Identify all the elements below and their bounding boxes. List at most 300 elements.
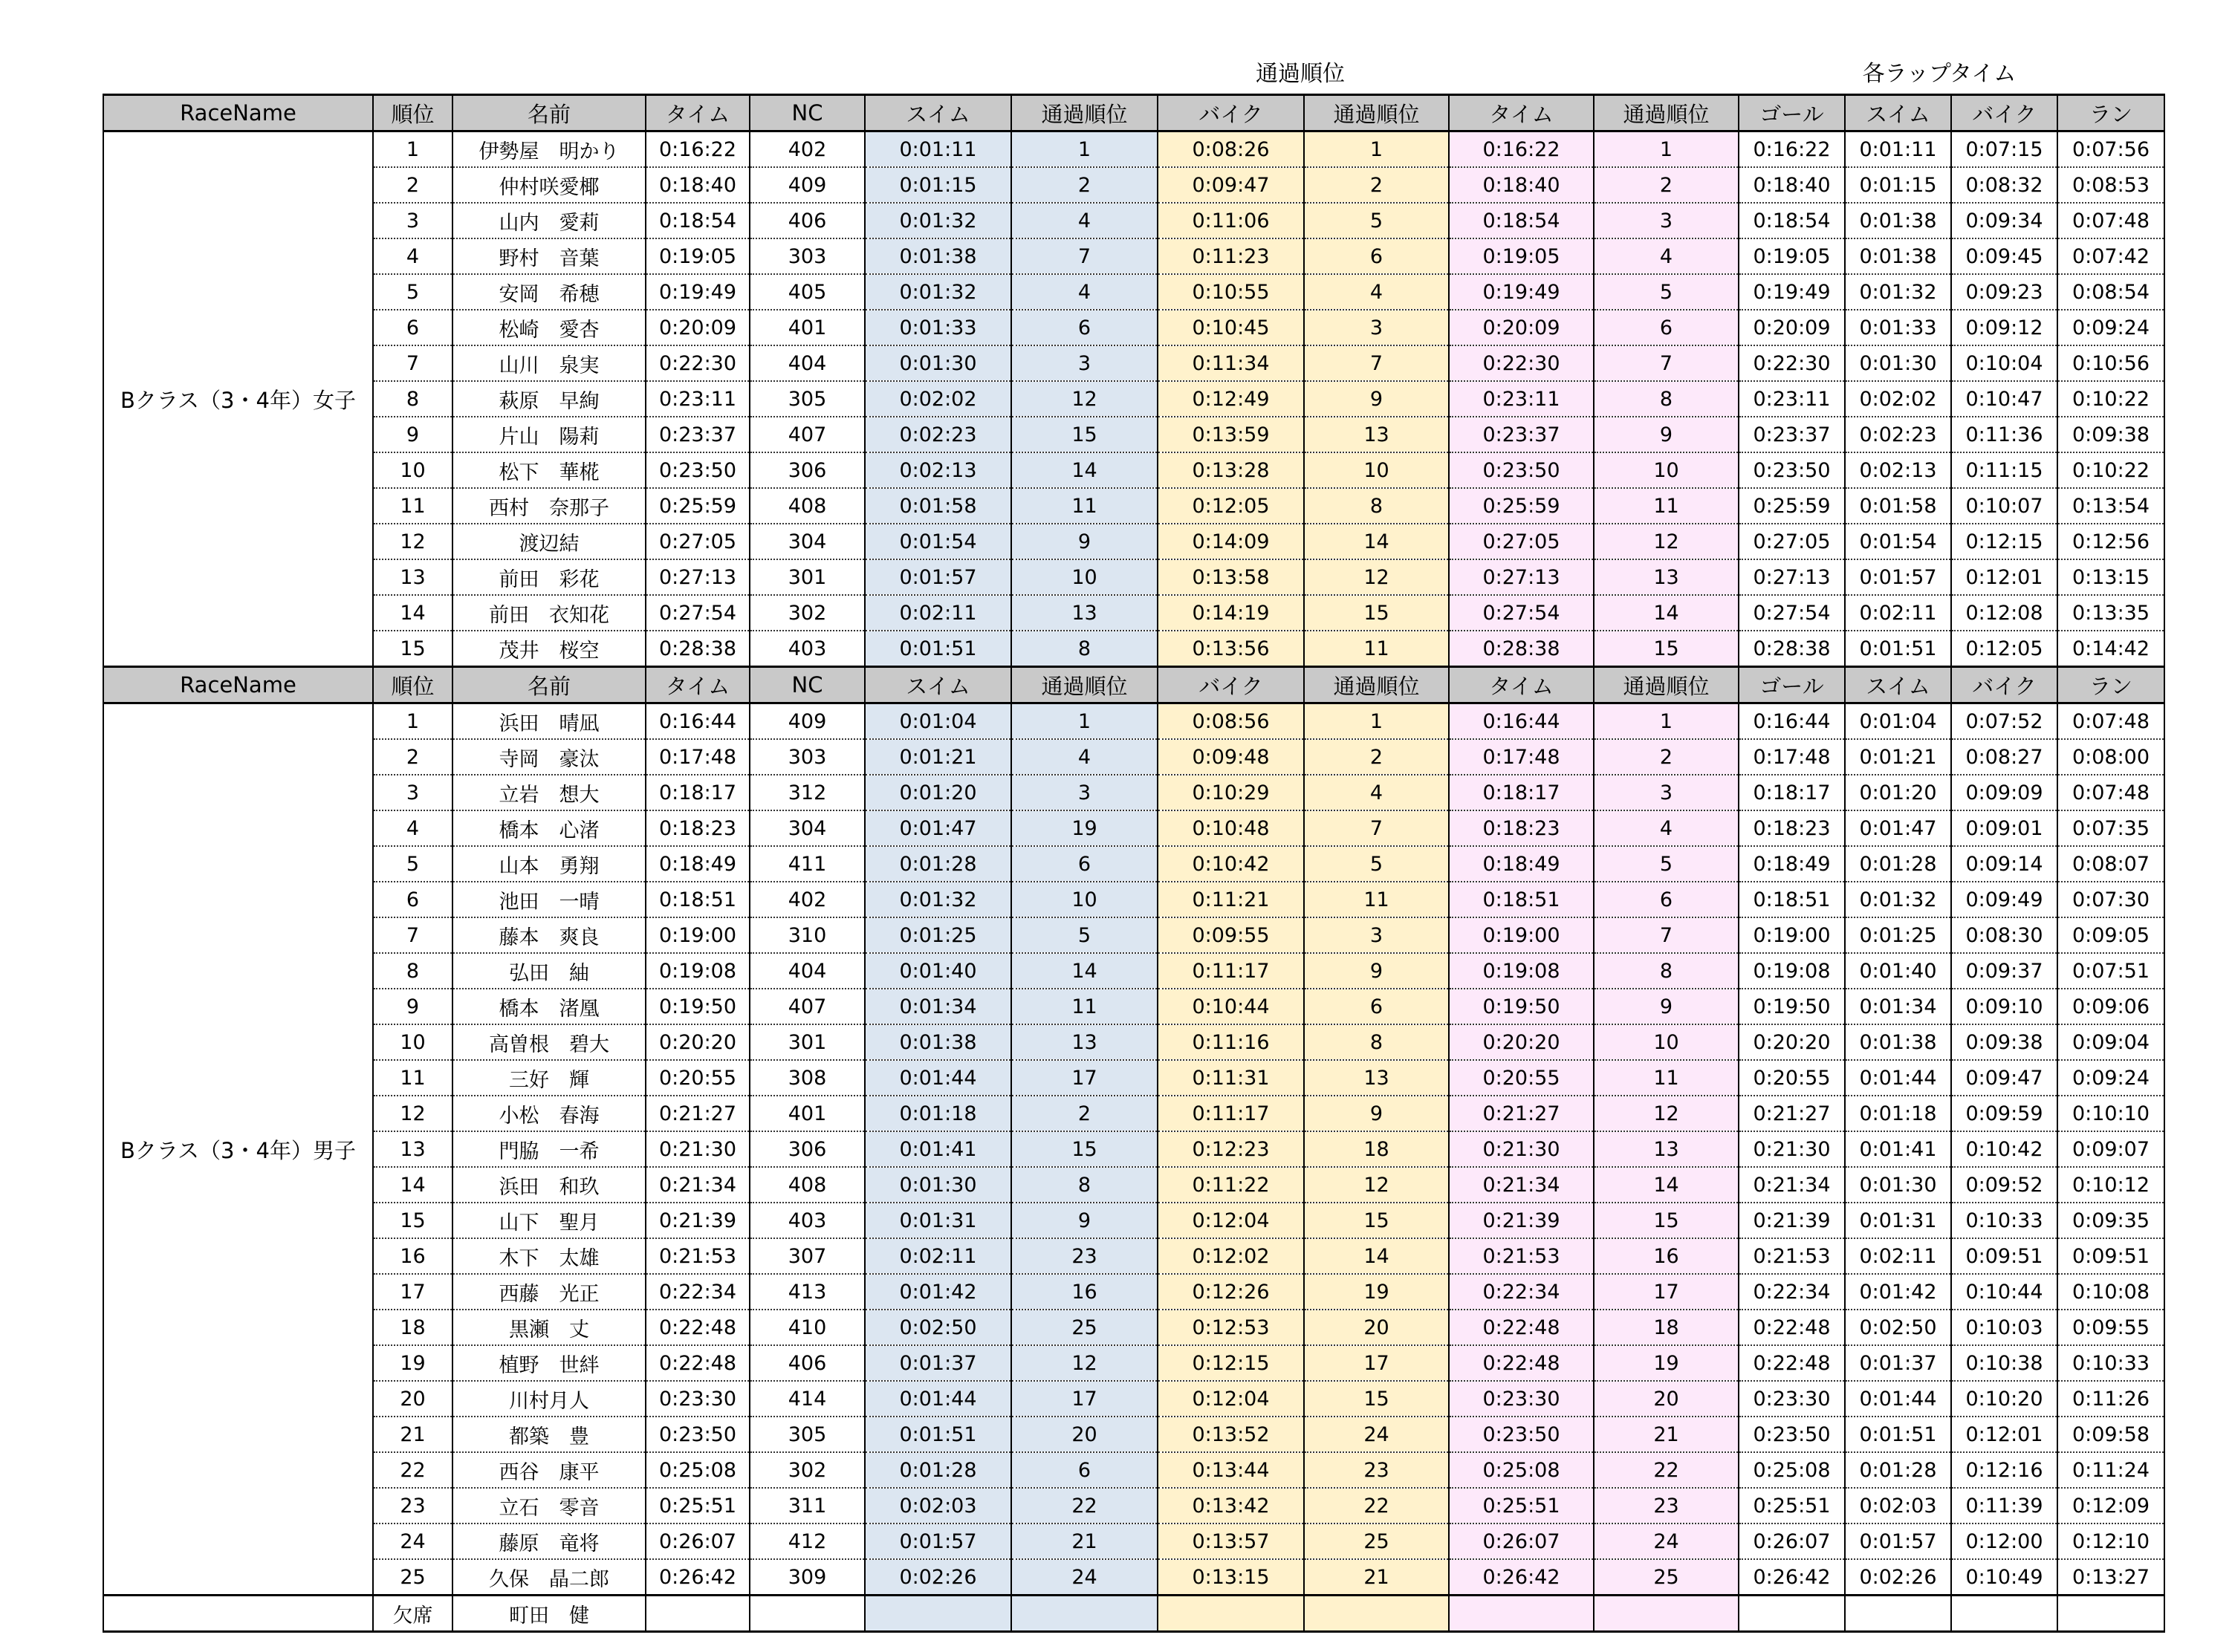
lap-bike-cell: 0:09:37	[1951, 953, 2057, 989]
lap-bike-cell: 0:09:49	[1951, 882, 2057, 917]
header-goal: ゴール	[1739, 667, 1845, 703]
table-row	[103, 524, 2164, 559]
name-cell: 野村 音葉	[452, 238, 646, 274]
rank-cell: 5	[373, 274, 452, 310]
name-cell: 三好 輝	[452, 1060, 646, 1096]
name-cell: 藤原 竜将	[452, 1523, 646, 1559]
swim-pass-order-cell: 4	[1011, 739, 1158, 775]
time-cell: 0:19:49	[646, 274, 750, 310]
bike-pass-order-cell: 15	[1304, 1203, 1449, 1238]
time-cell: 0:19:08	[646, 953, 750, 989]
total-pass-order-cell: 4	[1594, 810, 1739, 846]
lap-swim-cell: 0:01:44	[1845, 1060, 1951, 1096]
rank-cell: 10	[373, 452, 452, 488]
total-time-cell: 0:20:55	[1449, 1060, 1594, 1096]
rank-cell: 9	[373, 989, 452, 1024]
total-time-cell: 0:18:54	[1449, 203, 1594, 238]
swim-time-cell: 0:01:32	[865, 274, 1011, 310]
nc-cell: 307	[750, 1238, 865, 1274]
header-name: 名前	[452, 667, 646, 703]
lap-bike-cell: 0:07:15	[1951, 131, 2057, 168]
swim-pass-order-cell: 8	[1011, 1167, 1158, 1203]
bike-time-cell: 0:11:06	[1158, 203, 1304, 238]
goal-cell: 0:22:30	[1739, 345, 1845, 381]
header-bike: バイク	[1158, 95, 1304, 131]
lap-bike-cell: 0:12:01	[1951, 559, 2057, 595]
rank-cell: 2	[373, 167, 452, 203]
time-cell: 0:19:50	[646, 989, 750, 1024]
goal-cell: 0:20:20	[1739, 1024, 1845, 1060]
lap-run-cell: 0:07:42	[2057, 238, 2164, 274]
total-time-cell: 0:27:13	[1449, 559, 1594, 595]
absent-empty-cell	[1304, 1596, 1449, 1632]
time-cell: 0:28:38	[646, 631, 750, 667]
time-cell: 0:27:13	[646, 559, 750, 595]
total-time-cell: 0:22:48	[1449, 1345, 1594, 1381]
bike-pass-order-cell: 7	[1304, 345, 1449, 381]
lap-bike-cell: 0:09:12	[1951, 310, 2057, 345]
total-time-cell: 0:25:08	[1449, 1452, 1594, 1488]
bike-time-cell: 0:11:22	[1158, 1167, 1304, 1203]
table-row	[103, 846, 2164, 882]
absent-empty-cell	[2057, 1596, 2164, 1632]
table-row	[103, 953, 2164, 989]
lap-bike-cell: 0:10:44	[1951, 1274, 2057, 1310]
lap-run-cell: 0:09:24	[2057, 1060, 2164, 1096]
swim-pass-order-cell: 11	[1011, 989, 1158, 1024]
time-cell: 0:18:40	[646, 167, 750, 203]
bike-pass-order-cell: 8	[1304, 1024, 1449, 1060]
total-pass-order-cell: 10	[1594, 1024, 1739, 1060]
goal-cell: 0:21:27	[1739, 1096, 1845, 1131]
header-total-pass-order: 通過順位	[1594, 95, 1739, 131]
lap-bike-cell: 0:09:34	[1951, 203, 2057, 238]
swim-pass-order-cell: 21	[1011, 1523, 1158, 1559]
nc-cell: 306	[750, 1131, 865, 1167]
total-pass-order-cell: 9	[1594, 417, 1739, 452]
goal-cell: 0:20:55	[1739, 1060, 1845, 1096]
goal-cell: 0:16:22	[1739, 131, 1845, 168]
bike-pass-order-cell: 2	[1304, 739, 1449, 775]
goal-cell: 0:23:11	[1739, 381, 1845, 417]
lap-bike-cell: 0:10:49	[1951, 1559, 2057, 1596]
rank-cell: 1	[373, 703, 452, 740]
lap-bike-cell: 0:10:38	[1951, 1345, 2057, 1381]
nc-cell: 403	[750, 1203, 865, 1238]
lap-run-cell: 0:13:35	[2057, 595, 2164, 631]
table-row	[103, 631, 2164, 667]
time-cell: 0:25:59	[646, 488, 750, 524]
bike-pass-order-cell: 13	[1304, 417, 1449, 452]
rank-cell: 7	[373, 917, 452, 953]
bike-time-cell: 0:12:26	[1158, 1274, 1304, 1310]
time-cell: 0:21:27	[646, 1096, 750, 1131]
header-swim-pass-order: 通過順位	[1011, 95, 1158, 131]
time-cell: 0:17:48	[646, 739, 750, 775]
rank-cell: 25	[373, 1559, 452, 1596]
swim-time-cell: 0:01:21	[865, 739, 1011, 775]
nc-cell: 408	[750, 1167, 865, 1203]
lap-run-cell: 0:07:48	[2057, 203, 2164, 238]
total-pass-order-cell: 15	[1594, 1203, 1739, 1238]
swim-pass-order-cell: 4	[1011, 274, 1158, 310]
time-cell: 0:20:20	[646, 1024, 750, 1060]
bike-time-cell: 0:08:56	[1158, 703, 1304, 740]
goal-cell: 0:26:42	[1739, 1559, 1845, 1596]
goal-cell: 0:16:44	[1739, 703, 1845, 740]
table-row	[103, 989, 2164, 1024]
time-cell: 0:21:39	[646, 1203, 750, 1238]
swim-time-cell: 0:02:50	[865, 1310, 1011, 1345]
table-row	[103, 1131, 2164, 1167]
rank-cell: 18	[373, 1310, 452, 1345]
absent-empty-cell	[1449, 1596, 1594, 1632]
goal-cell: 0:17:48	[1739, 739, 1845, 775]
rank-cell: 14	[373, 595, 452, 631]
time-cell: 0:16:44	[646, 703, 750, 740]
lap-swim-cell: 0:01:30	[1845, 345, 1951, 381]
bike-pass-order-cell: 22	[1304, 1488, 1449, 1523]
swim-pass-order-cell: 1	[1011, 703, 1158, 740]
swim-pass-order-cell: 8	[1011, 631, 1158, 667]
nc-cell: 403	[750, 631, 865, 667]
name-cell: 植野 世絆	[452, 1345, 646, 1381]
total-pass-order-cell: 21	[1594, 1417, 1739, 1452]
total-pass-order-cell: 12	[1594, 524, 1739, 559]
lap-run-cell: 0:13:54	[2057, 488, 2164, 524]
lap-bike-cell: 0:10:47	[1951, 381, 2057, 417]
total-pass-order-cell: 3	[1594, 775, 1739, 810]
total-time-cell: 0:21:27	[1449, 1096, 1594, 1131]
total-pass-order-cell: 4	[1594, 238, 1739, 274]
lap-swim-cell: 0:01:42	[1845, 1274, 1951, 1310]
goal-cell: 0:18:51	[1739, 882, 1845, 917]
lap-swim-cell: 0:01:28	[1845, 1452, 1951, 1488]
nc-cell: 407	[750, 989, 865, 1024]
header-goal: ゴール	[1739, 95, 1845, 131]
lap-run-cell: 0:13:27	[2057, 1559, 2164, 1596]
name-cell: 立石 零音	[452, 1488, 646, 1523]
lap-swim-cell: 0:01:58	[1845, 488, 1951, 524]
header-swim: スイム	[865, 667, 1011, 703]
total-time-cell: 0:23:50	[1449, 452, 1594, 488]
table-row	[103, 310, 2164, 345]
total-time-cell: 0:23:30	[1449, 1381, 1594, 1417]
absent-empty-cell	[865, 1596, 1011, 1632]
time-cell: 0:19:00	[646, 917, 750, 953]
time-cell: 0:23:50	[646, 452, 750, 488]
bike-pass-order-cell: 6	[1304, 238, 1449, 274]
bike-time-cell: 0:10:29	[1158, 775, 1304, 810]
lap-bike-cell: 0:11:39	[1951, 1488, 2057, 1523]
bike-pass-order-cell: 3	[1304, 917, 1449, 953]
swim-pass-order-cell: 12	[1011, 1345, 1158, 1381]
lap-bike-cell: 0:09:14	[1951, 846, 2057, 882]
lap-run-cell: 0:10:22	[2057, 452, 2164, 488]
bike-pass-order-cell: 12	[1304, 1167, 1449, 1203]
bike-time-cell: 0:09:47	[1158, 167, 1304, 203]
bike-time-cell: 0:13:28	[1158, 452, 1304, 488]
header-time: タイム	[646, 95, 750, 131]
time-cell: 0:26:07	[646, 1523, 750, 1559]
swim-pass-order-cell: 20	[1011, 1417, 1158, 1452]
table-row	[103, 488, 2164, 524]
table-row	[103, 1203, 2164, 1238]
time-cell: 0:18:23	[646, 810, 750, 846]
swim-pass-order-cell: 13	[1011, 1024, 1158, 1060]
total-pass-order-cell: 6	[1594, 882, 1739, 917]
lap-bike-cell: 0:12:16	[1951, 1452, 2057, 1488]
rank-cell: 3	[373, 775, 452, 810]
bike-time-cell: 0:11:17	[1158, 953, 1304, 989]
swim-pass-order-cell: 22	[1011, 1488, 1158, 1523]
total-time-cell: 0:23:11	[1449, 381, 1594, 417]
bike-time-cell: 0:13:52	[1158, 1417, 1304, 1452]
swim-pass-order-cell: 10	[1011, 559, 1158, 595]
nc-cell: 405	[750, 274, 865, 310]
lap-bike-cell: 0:09:51	[1951, 1238, 2057, 1274]
swim-pass-order-cell: 3	[1011, 345, 1158, 381]
lap-bike-cell: 0:09:09	[1951, 775, 2057, 810]
bike-pass-order-cell: 9	[1304, 1096, 1449, 1131]
rank-cell: 8	[373, 381, 452, 417]
rank-cell: 16	[373, 1238, 452, 1274]
lap-swim-cell: 0:02:50	[1845, 1310, 1951, 1345]
swim-time-cell: 0:01:38	[865, 1024, 1011, 1060]
total-time-cell: 0:19:50	[1449, 989, 1594, 1024]
lap-swim-cell: 0:01:51	[1845, 1417, 1951, 1452]
total-time-cell: 0:18:49	[1449, 846, 1594, 882]
time-cell: 0:18:51	[646, 882, 750, 917]
lap-swim-cell: 0:01:38	[1845, 238, 1951, 274]
lap-run-cell: 0:09:24	[2057, 310, 2164, 345]
lap-swim-cell: 0:02:11	[1845, 595, 1951, 631]
lap-swim-cell: 0:01:15	[1845, 167, 1951, 203]
total-pass-order-cell: 5	[1594, 274, 1739, 310]
time-cell: 0:25:08	[646, 1452, 750, 1488]
goal-cell: 0:18:49	[1739, 846, 1845, 882]
total-pass-order-cell: 7	[1594, 345, 1739, 381]
header-bike-pass-order: 通過順位	[1304, 95, 1449, 131]
lap-bike-cell: 0:08:27	[1951, 739, 2057, 775]
lap-swim-cell: 0:02:03	[1845, 1488, 1951, 1523]
time-cell: 0:20:55	[646, 1060, 750, 1096]
total-pass-order-cell: 14	[1594, 1167, 1739, 1203]
name-cell: 都築 豊	[452, 1417, 646, 1452]
name-cell: 高曽根 碧大	[452, 1024, 646, 1060]
bike-time-cell: 0:09:55	[1158, 917, 1304, 953]
nc-cell: 409	[750, 167, 865, 203]
nc-cell: 303	[750, 739, 865, 775]
name-cell: 安岡 希穂	[452, 274, 646, 310]
time-cell: 0:23:11	[646, 381, 750, 417]
lap-run-cell: 0:09:07	[2057, 1131, 2164, 1167]
name-cell: 茂井 桜空	[452, 631, 646, 667]
swim-pass-order-cell: 6	[1011, 846, 1158, 882]
bike-time-cell: 0:12:02	[1158, 1238, 1304, 1274]
time-cell: 0:18:49	[646, 846, 750, 882]
lap-swim-cell: 0:01:57	[1845, 1523, 1951, 1559]
total-time-cell: 0:26:42	[1449, 1559, 1594, 1596]
lap-bike-cell: 0:07:52	[1951, 703, 2057, 740]
rank-cell: 10	[373, 1024, 452, 1060]
table-row	[103, 1381, 2164, 1417]
bike-pass-order-cell: 3	[1304, 310, 1449, 345]
lap-run-cell: 0:09:06	[2057, 989, 2164, 1024]
bike-time-cell: 0:13:15	[1158, 1559, 1304, 1596]
swim-time-cell: 0:01:28	[865, 846, 1011, 882]
bike-time-cell: 0:11:21	[1158, 882, 1304, 917]
header-bike: バイク	[1158, 667, 1304, 703]
header-bike-pass-order: 通過順位	[1304, 667, 1449, 703]
name-cell: 松崎 愛杏	[452, 310, 646, 345]
time-cell: 0:26:42	[646, 1559, 750, 1596]
absent-name-cell: 町田 健	[452, 1596, 646, 1632]
bike-time-cell: 0:12:04	[1158, 1381, 1304, 1417]
swim-time-cell: 0:01:44	[865, 1381, 1011, 1417]
bike-time-cell: 0:12:23	[1158, 1131, 1304, 1167]
lap-bike-cell: 0:09:59	[1951, 1096, 2057, 1131]
rank-cell: 22	[373, 1452, 452, 1488]
lap-run-cell: 0:12:10	[2057, 1523, 2164, 1559]
name-cell: 木下 太雄	[452, 1238, 646, 1274]
absent-empty-cell	[1158, 1596, 1304, 1632]
race-name-cell: Bクラス（3・4年）女子	[103, 131, 373, 667]
goal-cell: 0:22:48	[1739, 1310, 1845, 1345]
lap-swim-cell: 0:01:33	[1845, 310, 1951, 345]
bike-time-cell: 0:10:48	[1158, 810, 1304, 846]
total-time-cell: 0:19:08	[1449, 953, 1594, 989]
swim-pass-order-cell: 19	[1011, 810, 1158, 846]
lap-run-cell: 0:10:10	[2057, 1096, 2164, 1131]
time-cell: 0:18:17	[646, 775, 750, 810]
total-time-cell: 0:28:38	[1449, 631, 1594, 667]
nc-cell: 302	[750, 1452, 865, 1488]
rank-cell: 17	[373, 1274, 452, 1310]
swim-time-cell: 0:01:51	[865, 1417, 1011, 1452]
swim-time-cell: 0:01:41	[865, 1131, 1011, 1167]
total-time-cell: 0:19:00	[1449, 917, 1594, 953]
lap-run-cell: 0:12:09	[2057, 1488, 2164, 1523]
total-pass-order-cell: 9	[1594, 989, 1739, 1024]
lap-swim-cell: 0:02:23	[1845, 417, 1951, 452]
table-row	[103, 595, 2164, 631]
goal-cell: 0:27:13	[1739, 559, 1845, 595]
header-row	[103, 667, 2164, 703]
bike-pass-order-cell: 13	[1304, 1060, 1449, 1096]
name-cell: 藤本 爽良	[452, 917, 646, 953]
lap-time-group-label: 各ラップタイム	[1862, 61, 2017, 87]
bike-pass-order-cell: 5	[1304, 203, 1449, 238]
bike-time-cell: 0:12:53	[1158, 1310, 1304, 1345]
swim-time-cell: 0:01:18	[865, 1096, 1011, 1131]
rank-cell: 7	[373, 345, 452, 381]
bike-time-cell: 0:10:42	[1158, 846, 1304, 882]
lap-run-cell: 0:09:35	[2057, 1203, 2164, 1238]
swim-pass-order-cell: 14	[1011, 953, 1158, 989]
absent-empty-cell	[646, 1596, 750, 1632]
swim-time-cell: 0:02:03	[865, 1488, 1011, 1523]
total-pass-order-cell: 2	[1594, 167, 1739, 203]
name-cell: 山本 勇翔	[452, 846, 646, 882]
bike-time-cell: 0:13:59	[1158, 417, 1304, 452]
nc-cell: 409	[750, 703, 865, 740]
header-lap-bike: バイク	[1951, 95, 2057, 131]
goal-cell: 0:28:38	[1739, 631, 1845, 667]
swim-pass-order-cell: 4	[1011, 203, 1158, 238]
nc-cell: 309	[750, 1559, 865, 1596]
table-row	[103, 1060, 2164, 1096]
lap-bike-cell: 0:09:23	[1951, 274, 2057, 310]
lap-run-cell: 0:09:38	[2057, 417, 2164, 452]
name-cell: 松下 華椛	[452, 452, 646, 488]
total-time-cell: 0:19:49	[1449, 274, 1594, 310]
rank-cell: 21	[373, 1417, 452, 1452]
header-name: 名前	[452, 95, 646, 131]
bike-pass-order-cell: 25	[1304, 1523, 1449, 1559]
header-row	[103, 95, 2164, 131]
swim-pass-order-cell: 2	[1011, 167, 1158, 203]
nc-cell: 304	[750, 810, 865, 846]
goal-cell: 0:18:17	[1739, 775, 1845, 810]
lap-bike-cell: 0:09:10	[1951, 989, 2057, 1024]
table-row	[103, 345, 2164, 381]
nc-cell: 408	[750, 488, 865, 524]
table-row	[103, 1024, 2164, 1060]
table-row	[103, 775, 2164, 810]
table-row	[103, 559, 2164, 595]
total-time-cell: 0:22:48	[1449, 1310, 1594, 1345]
swim-pass-order-cell: 3	[1011, 775, 1158, 810]
lap-swim-cell: 0:02:02	[1845, 381, 1951, 417]
name-cell: 山内 愛莉	[452, 203, 646, 238]
nc-cell: 402	[750, 882, 865, 917]
time-cell: 0:23:37	[646, 417, 750, 452]
swim-time-cell: 0:01:34	[865, 989, 1011, 1024]
lap-bike-cell: 0:09:01	[1951, 810, 2057, 846]
swim-pass-order-cell: 25	[1011, 1310, 1158, 1345]
table-row	[103, 739, 2164, 775]
bike-pass-order-cell: 18	[1304, 1131, 1449, 1167]
goal-cell: 0:21:34	[1739, 1167, 1845, 1203]
goal-cell: 0:25:59	[1739, 488, 1845, 524]
name-cell: 渡辺結	[452, 524, 646, 559]
rank-cell: 15	[373, 631, 452, 667]
swim-pass-order-cell: 13	[1011, 595, 1158, 631]
total-time-cell: 0:16:22	[1449, 131, 1594, 168]
name-cell: 西村 奈那子	[452, 488, 646, 524]
absent-empty-cell	[1845, 1596, 1951, 1632]
lap-run-cell: 0:09:05	[2057, 917, 2164, 953]
lap-bike-cell: 0:10:03	[1951, 1310, 2057, 1345]
lap-swim-cell: 0:01:31	[1845, 1203, 1951, 1238]
swim-time-cell: 0:01:44	[865, 1060, 1011, 1096]
swim-pass-order-cell: 10	[1011, 882, 1158, 917]
total-pass-order-cell: 23	[1594, 1488, 1739, 1523]
total-time-cell: 0:22:30	[1449, 345, 1594, 381]
rank-cell: 13	[373, 559, 452, 595]
bike-pass-order-cell: 7	[1304, 810, 1449, 846]
lap-swim-cell: 0:01:20	[1845, 775, 1951, 810]
goal-cell: 0:27:05	[1739, 524, 1845, 559]
total-pass-order-cell: 13	[1594, 1131, 1739, 1167]
name-cell: 小松 春海	[452, 1096, 646, 1131]
table-row	[103, 274, 2164, 310]
lap-run-cell: 0:08:54	[2057, 274, 2164, 310]
swim-time-cell: 0:01:37	[865, 1345, 1011, 1381]
absent-label-cell: 欠席	[373, 1596, 452, 1632]
total-time-cell: 0:27:54	[1449, 595, 1594, 631]
